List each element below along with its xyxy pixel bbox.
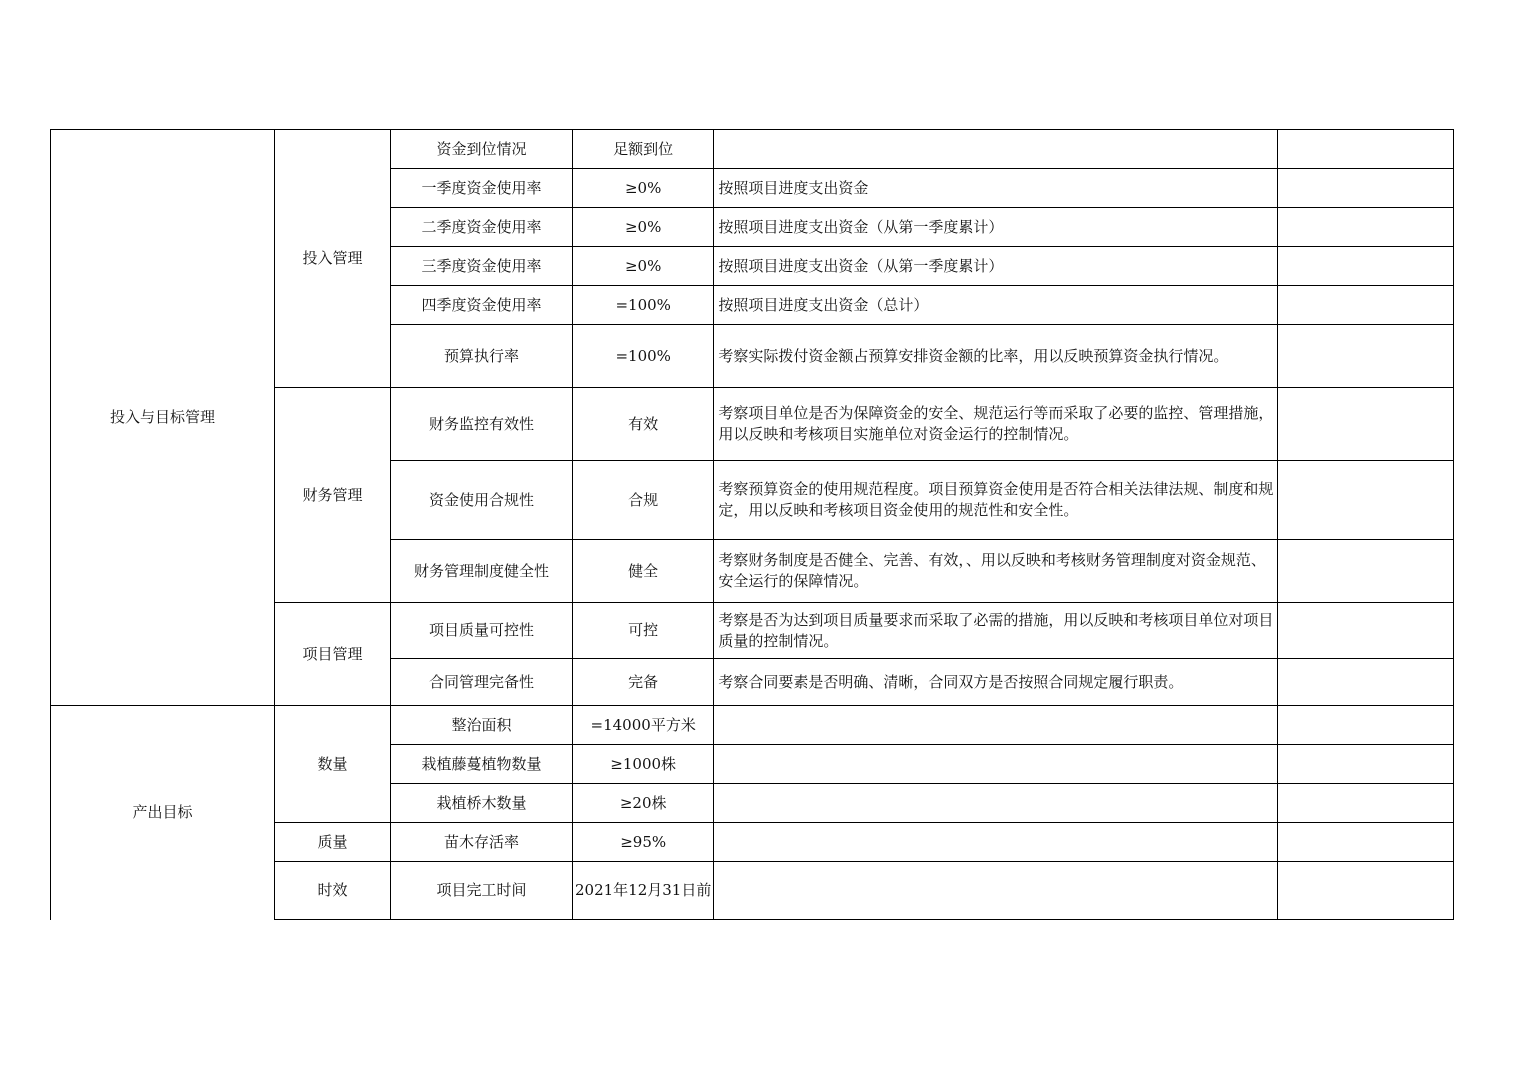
value-cell: 健全 [573,540,714,603]
value-cell: ≥0% [573,247,714,286]
remark-cell [1278,823,1454,862]
section-label: 投入与目标管理 [51,130,275,706]
remark-cell [1278,388,1454,461]
description-cell: 按照项目进度支出资金（从第一季度累计） [714,247,1278,286]
indicator-cell: 合同管理完备性 [391,659,573,706]
remark-cell [1278,247,1454,286]
value-cell: 完备 [573,659,714,706]
description-cell: 考察财务制度是否健全、完善、有效，、用以反映和考核财务管理制度对资金规范、安全运行的保障情况。 [714,540,1278,603]
description-cell: 考察实际拨付资金额占预算安排资金额的比率，用以反映预算资金执行情况。 [714,325,1278,388]
remark-cell [1278,784,1454,823]
description-cell [714,862,1278,920]
description-cell [714,784,1278,823]
value-cell: =100% [573,286,714,325]
remark-cell [1278,208,1454,247]
section-label: 产出目标 [51,706,275,920]
indicator-cell: 二季度资金使用率 [391,208,573,247]
description-cell: 考察合同要素是否明确、清晰，合同双方是否按照合同规定履行职责。 [714,659,1278,706]
group-label: 质量 [275,823,391,862]
remark-cell [1278,325,1454,388]
description-cell: 考察项目单位是否为保障资金的安全、规范运行等而采取了必要的监控、管理措施，用以反映和考核项目实施单位对资金运行的控制情况。 [714,388,1278,461]
remark-cell [1278,286,1454,325]
remark-cell [1278,169,1454,208]
table-row [51,130,1454,169]
remark-cell [1278,540,1454,603]
remark-cell [1278,130,1454,169]
indicator-cell: 苗木存活率 [391,823,573,862]
description-cell [714,745,1278,784]
remark-cell [1278,706,1454,745]
value-cell: ≥0% [573,169,714,208]
description-cell [714,130,1278,169]
performance-indicator-table [50,129,1454,920]
indicator-cell: 预算执行率 [391,325,573,388]
remark-cell [1278,862,1454,920]
table-row [51,706,1454,745]
group-label: 时效 [275,862,391,920]
value-cell: ≥20株 [573,784,714,823]
indicator-cell: 整治面积 [391,706,573,745]
description-cell [714,823,1278,862]
description-cell: 按照项目进度支出资金（从第一季度累计） [714,208,1278,247]
group-label: 财务管理 [275,388,391,603]
remark-cell [1278,603,1454,659]
description-cell: 考察是否为达到项目质量要求而采取了必需的措施，用以反映和考核项目单位对项目质量的控制情况。 [714,603,1278,659]
value-cell: 合规 [573,461,714,540]
value-cell: ≥95% [573,823,714,862]
description-cell: 考察预算资金的使用规范程度。项目预算资金使用是否符合相关法律法规、制度和规定，用以反映和考核项目资金使用的规范性和安全性。 [714,461,1278,540]
value-cell: 有效 [573,388,714,461]
indicator-cell: 资金到位情况 [391,130,573,169]
group-label: 投入管理 [275,130,391,388]
description-cell: 按照项目进度支出资金 [714,169,1278,208]
indicator-cell: 栽植藤蔓植物数量 [391,745,573,784]
indicator-cell: 四季度资金使用率 [391,286,573,325]
remark-cell [1278,745,1454,784]
description-cell [714,706,1278,745]
remark-cell [1278,659,1454,706]
value-cell: ≥0% [573,208,714,247]
indicator-cell: 项目质量可控性 [391,603,573,659]
value-cell: 2021年12月31日前 [573,862,714,920]
indicator-cell: 资金使用合规性 [391,461,573,540]
value-cell: ≥1000株 [573,745,714,784]
group-label: 数量 [275,706,391,823]
value-cell: 可控 [573,603,714,659]
value-cell: =14000平方米 [573,706,714,745]
description-cell: 按照项目进度支出资金（总计） [714,286,1278,325]
group-label: 项目管理 [275,603,391,706]
indicator-cell: 三季度资金使用率 [391,247,573,286]
indicator-cell: 一季度资金使用率 [391,169,573,208]
indicator-cell: 财务监控有效性 [391,388,573,461]
value-cell: 足额到位 [573,130,714,169]
indicator-cell: 项目完工时间 [391,862,573,920]
indicator-cell: 栽植桥木数量 [391,784,573,823]
indicator-cell: 财务管理制度健全性 [391,540,573,603]
value-cell: =100% [573,325,714,388]
remark-cell [1278,461,1454,540]
